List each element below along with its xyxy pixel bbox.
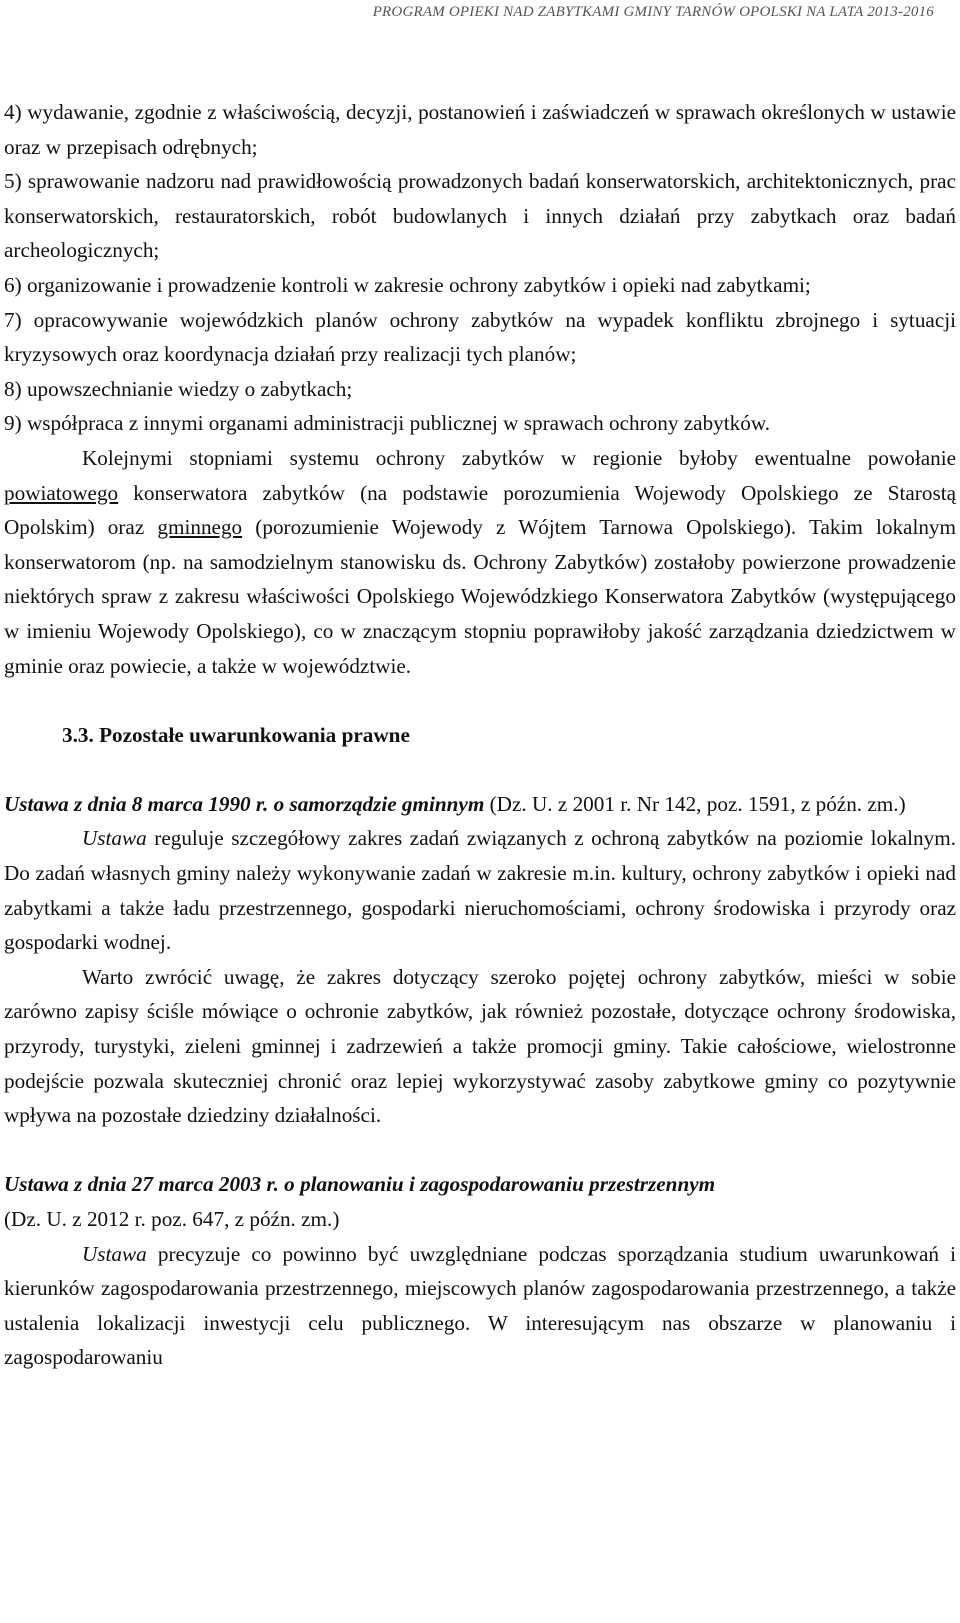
text-run: Kolejnymi stopniami systemu ochrony zabytków w regionie byłoby ewentualne powołanie: [82, 445, 956, 470]
act-title: Ustawa z dnia 8 marca 1990 r. o samorządzie gminnym: [4, 791, 485, 816]
list-item: 8) upowszechnianie wiedzy o zabytkach;: [4, 376, 353, 401]
text-run: precyzuje co powinno być uwzględniane podczas sporządzania studium uwarunkowań i kierunków zagospodarowania przestrzennego, miejscowych planów zagospodarowania przestrzennego, a także ustalenia lokalizacji inwestycji celu publicznego. W interesującym nas obszarze w planowaniu i zagospodarowaniu: [4, 1241, 956, 1370]
act-title: Ustawa z dnia 27 marca 2003 r. o planowaniu i zagospodarowaniu przestrzennym: [4, 1172, 716, 1197]
paragraph-local-conservators: [4, 441, 956, 683]
underlined-term: powiatowego: [4, 480, 119, 505]
act-citation: (Dz. U. z 2001 r. Nr 142, poz. 1591, z późn. zm.): [484, 791, 906, 816]
act-heading: [4, 1167, 956, 1202]
list-item: 5) sprawowanie nadzoru nad prawidłowością prowadzonych badań konserwatorskich, architektonicznych, prac konserwatorskich, restauratorskich, robót budowlanych i innych działań przy zabytkach oraz badań archeologicznych;: [4, 169, 956, 263]
list-item: 9) współpraca z innymi organami administracji publicznej w sprawach ochrony zabytków.: [4, 411, 771, 436]
document-body: [4, 95, 956, 1375]
act-heading: [4, 787, 956, 822]
spacer: [4, 1133, 956, 1168]
paragraph: [4, 1237, 956, 1375]
spacer: [4, 752, 956, 787]
running-header: PROGRAM OPIEKI NAD ZABYTKAMI GMINY TARNÓW OPOLSKI NA LATA 2013-2016: [372, 4, 934, 20]
text-run: konserwatora zabytków (na podstawie porozumienia Wojewody Opolskiego ze Starostą Opolskim) oraz: [4, 480, 956, 540]
paragraph: [4, 821, 956, 959]
spacer: [4, 683, 956, 718]
paragraph: Warto zwrócić uwagę, że zakres dotyczący szeroko pojętej ochrony zabytków, mieści w sobie zarówno zapisy ściśle mówiące o ochronie zabytków, jak również pozostałe, dotyczące ochrony środowiska, przyrody, turystyki, zieleni gminnej i zadrzewień a także promocji gminy. Takie całościowe, wielostronne podejście pozwala skuteczniej chronić oraz lepiej wykorzystywać zasoby zabytkowe gminy co pozytywnie wpływa na pozostałe dziedziny działalności.: [4, 964, 956, 1128]
act-citation: (Dz. U. z 2012 r. poz. 647, z późn. zm.): [4, 1207, 340, 1231]
list-item: 7) opracowywanie wojewódzkich planów ochrony zabytków na wypadek konfliktu zbrojnego i sytuacji kryzysowych oraz koordynacja działań przy realizacji tych planów;: [4, 307, 956, 367]
list-item: 4) wydawanie, zgodnie z właściwością, decyzji, postanowień i zaświadczeń w sprawach określonych w ustawie oraz w przepisach odrębnych;: [4, 100, 956, 159]
list-item: 6) organizowanie i prowadzenie kontroli w zakresie ochrony zabytków i opieki nad zabytkami;: [4, 272, 811, 297]
emphasis: Ustawa: [82, 826, 147, 851]
text-run: reguluje szczegółowy zakres zadań związanych z ochroną zabytków na poziomie lokalnym. Do zadań własnych gminy należy wykonywanie zadań w zakresie m.in. kultury, ochrony zabytków i opieki nad zabytkami a także ładu przestrzennego, gospodarki nieruchomościami, ochrony środowiska i przyrody oraz gospodarki wodnej.: [4, 826, 956, 955]
text-run: (porozumienie Wojewody z Wójtem Tarnowa Opolskiego). Takim lokalnym konserwatorom (np. na samodzielnym stanowisku ds. Ochrony Zabytków) zostałoby powierzone prowadzenie niektórych spraw z zakresu właściwości Opolskiego Wojewódzkiego Konserwatora Zabytków (występującego w imieniu Wojewody Opolskiego), co w znaczącym stopniu poprawiłoby jakość zarządzania dziedzictwem w gminie oraz powiecie, a także w województwie.: [4, 515, 956, 678]
underlined-term: gminnego: [157, 515, 243, 540]
section-heading: 3.3. Pozostałe uwarunkowania prawne: [62, 722, 410, 747]
emphasis: Ustawa: [82, 1241, 147, 1266]
